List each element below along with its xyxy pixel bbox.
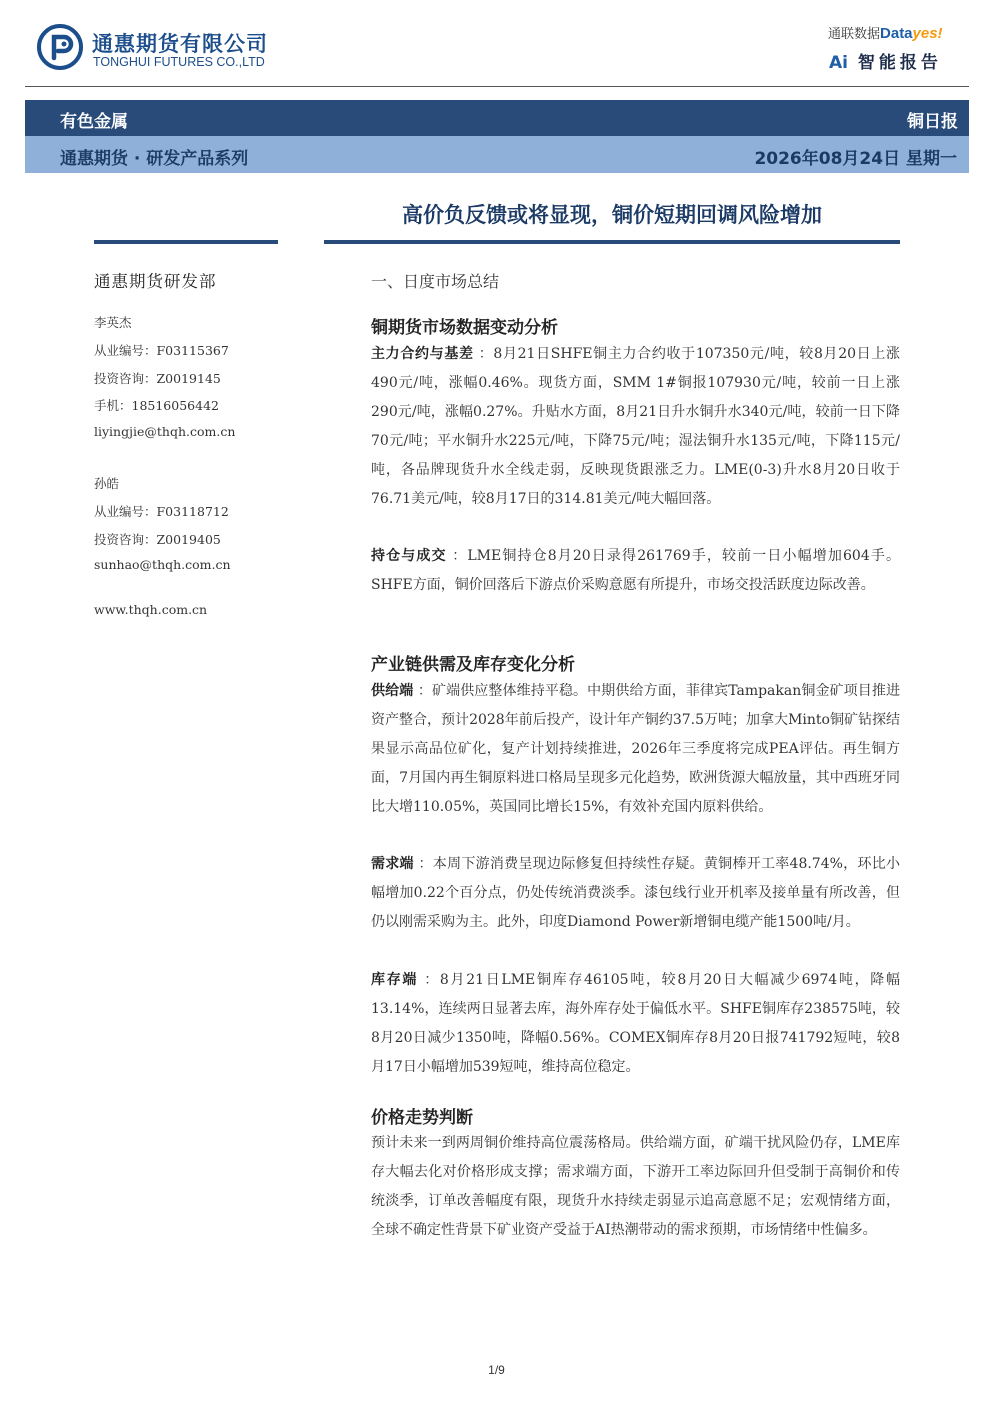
report-title: 高价负反馈或将显现，铜价短期回调风险增加 (402, 203, 822, 227)
analyst-1-license: 从业编号：F03115367 (94, 343, 229, 358)
label-inventory: 库存端 (371, 972, 419, 988)
report-date: 2026年08月24日 星期一 (754, 149, 957, 169)
paragraph-price-outlook: 预计未来一到两周铜价维持高位震荡格局。供给端方面，矿端干扰风险仍存，LME库存大幅去化对价格形成支撑；需求端方面，下游开工率边际回升但受制于高铜价和传统淡季，订单改善幅度有限，现货升水持续走弱显示追高意愿不足；宏观情绪方面，全球不确定性背景下矿业资产受益于AI热潮带动的需求预期，市场情绪中性偏多。 (371, 1135, 900, 1238)
paragraph-inventory (371, 966, 900, 1082)
paragraph-demand (371, 850, 900, 937)
analyst-1-phone: 手机：18516056442 (94, 398, 219, 413)
text-main-contract: ：8月21日SHFE铜主力合约收于107350元/吨，较8月20日上涨490元/吨，涨幅0.46%。现货方面，SMM 1#铜报107930元/吨，较前一日上涨290元/吨，涨幅0.27%。升贴水方面，8月21日升水铜升水340元/吨，较前一日下降70元/吨；平水铜升水225元/吨，下降75元/吨；湿法铜升水135元/吨，下降115元/吨，各品牌现货升水全线走弱，反映现货跟涨乏力。LME(0-3)升水8月20日收于76.71美元/吨，较8月17日的314.81美元/吨大幅回落。 (371, 346, 900, 507)
subheading-futures-data: 铜期货市场数据变动分析 (371, 318, 558, 338)
title-rule (324, 240, 900, 244)
analyst-1-name: 李英杰 (94, 315, 132, 330)
page-number: 1/9 (488, 1363, 505, 1377)
text-supply: ：矿端供应整体维持平稳。中期供给方面，菲律宾Tampakan铜金矿项目推进资产整合，预计2028年前后投产，设计年产铜约37.5万吨；加拿大Minto铜矿钻探结果显示高品位矿化，复产计划持续推进，2026年三季度将完成PEA评估。再生铜方面，7月国内再生铜原料进口格局呈现多元化趋势，欧洲货源大幅放量，其中西班牙同比大增110.05%，英国同比增长15%，有效补充国内原料供给。 (371, 683, 901, 815)
header-divider (25, 86, 969, 87)
text-inventory: ：8月21日LME铜库存46105吨，较8月20日大幅减少6974吨，降幅13.14%，连续两日显著去库，海外库存处于偏低水平。SHFE铜库存238575吨，较8月20日减少1350吨，降幅0.56%。COMEX铜库存8月20日报741792短吨，较8月17日小幅增加539短吨，维持高位稳定。 (371, 972, 900, 1075)
datayes-logo (828, 23, 943, 42)
company-name-en: TONGHUI FUTURES CO.,LTD (93, 55, 265, 69)
sidebar-rule (94, 240, 278, 244)
subheading-supply-demand: 产业链供需及库存变化分析 (371, 655, 575, 675)
analyst-1-consult: 投资咨询：Z0019145 (94, 371, 221, 386)
subheading-price-outlook: 价格走势判断 (371, 1108, 473, 1128)
company-name-cn: 通惠期货有限公司 (92, 32, 268, 56)
analyst-2-consult: 投资咨询：Z0019405 (94, 532, 221, 547)
category-label: 有色金属 (60, 112, 128, 132)
ai-mark: Ai (829, 53, 848, 73)
text-positions: ：LME铜持仓8月20日录得261769手，较前一日小幅增加604手。SHFE方面，铜价回落后下游点价采购意愿有所提升，市场交投活跃度边际改善。 (371, 548, 901, 593)
report-type-label: 铜日报 (907, 112, 958, 132)
ai-report-text: 智能报告 (857, 53, 942, 73)
datayes-brand: Data (880, 25, 913, 42)
section-heading: 一、日度市场总结 (371, 272, 500, 291)
label-supply: 供给端 (371, 683, 414, 699)
series-label: 通惠期货 · 研发产品系列 (60, 149, 249, 169)
datayes-prefix: 通联数据 (828, 27, 881, 42)
paragraph-positions (371, 542, 900, 600)
analyst-1-email[interactable]: liyingjie@thqh.com.cn (94, 424, 236, 439)
tonghui-logo-icon (37, 24, 83, 70)
department-name: 通惠期货研发部 (94, 272, 217, 291)
label-demand: 需求端 (371, 856, 414, 872)
analyst-2-name: 孙皓 (94, 476, 120, 491)
website-link[interactable]: www.thqh.com.cn (94, 602, 208, 617)
label-main-contract: 主力合约与基差 (371, 346, 474, 362)
datayes-yes: yes! (912, 25, 943, 42)
analyst-2-license: 从业编号：F03118712 (94, 504, 229, 519)
paragraph-supply (371, 677, 900, 822)
text-demand: ：本周下游消费呈现边际修复但持续性存疑。黄铜棒开工率48.74%，环比小幅增加0.22个百分点，仍处传统消费淡季。漆包线行业开机率及接单量有所改善，但仍以刚需采购为主。此外，印度Diamond Power新增铜电缆产能1500吨/月。 (371, 856, 900, 930)
paragraph-main-contract (371, 340, 900, 514)
analyst-2-email[interactable]: sunhao@thqh.com.cn (94, 557, 231, 572)
ai-report-label (829, 48, 942, 73)
category-bar (25, 100, 969, 136)
label-positions: 持仓与成交 (371, 548, 447, 564)
